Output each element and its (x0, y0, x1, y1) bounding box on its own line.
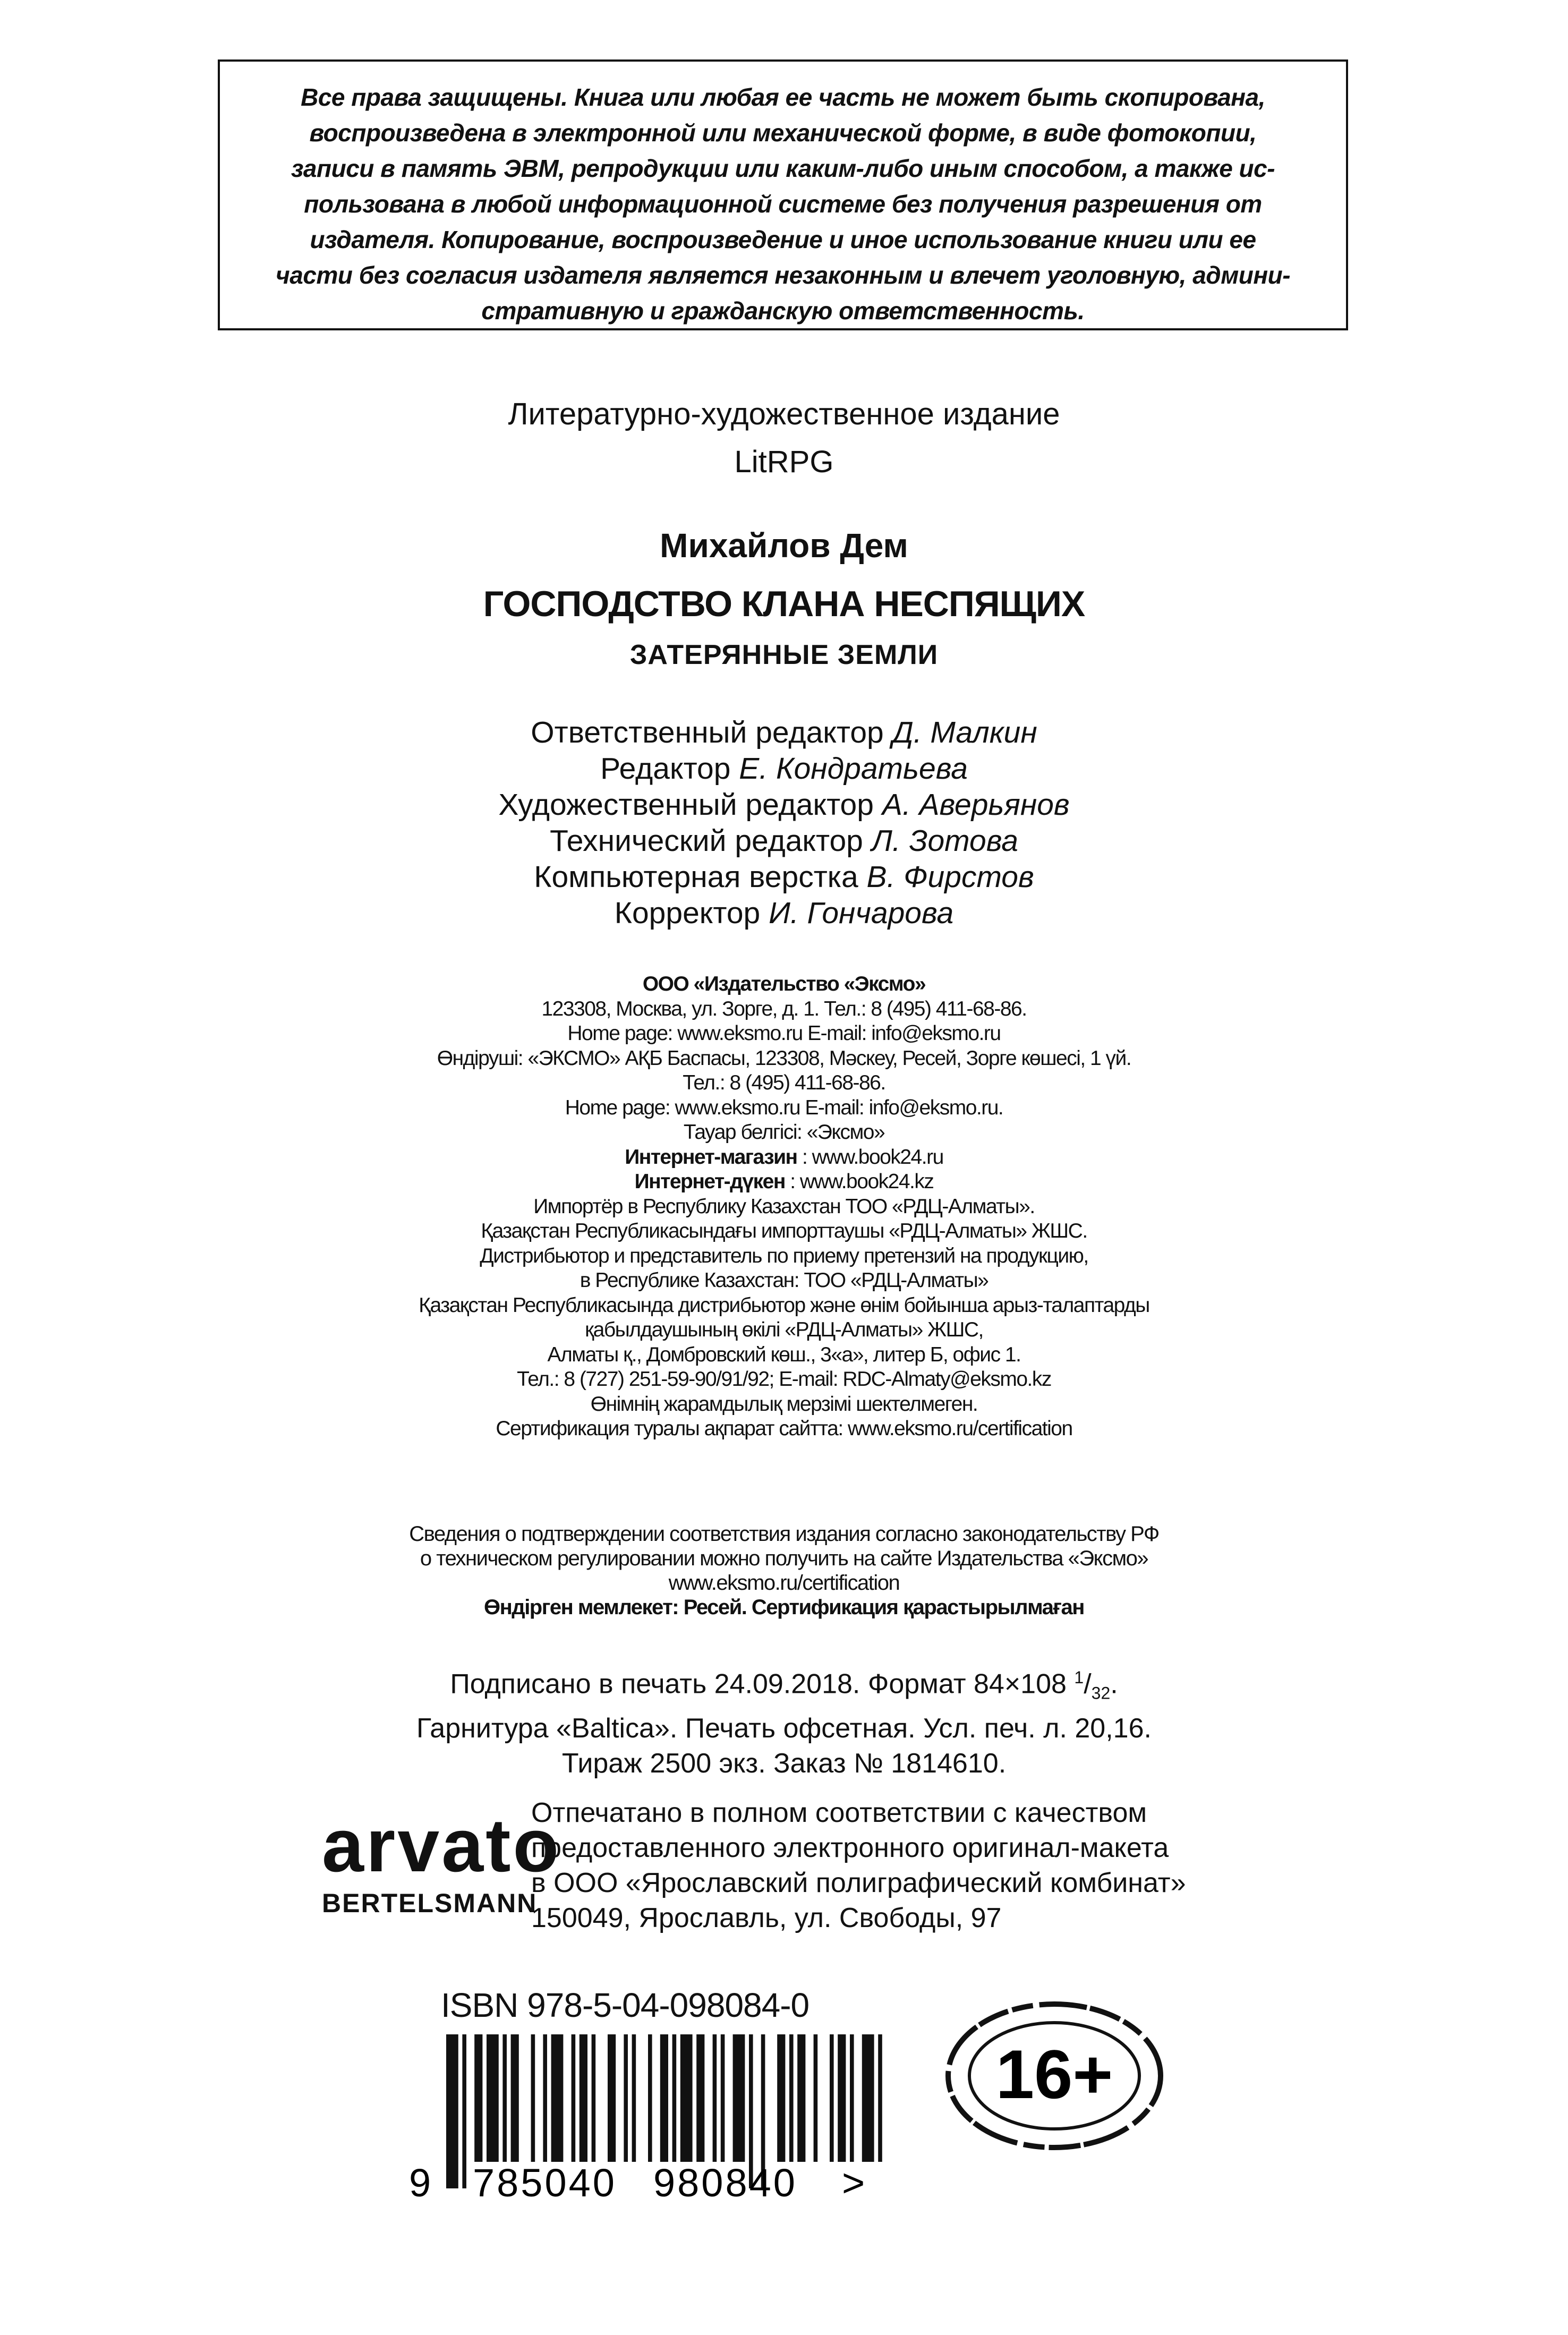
staff-row (0, 823, 1568, 859)
rights-line: воспроизведена в электронной или механической форме, в виде фотокопии, (309, 119, 1257, 147)
book-title: ГОСПОДСТВО КЛАНА НЕСПЯЩИХ (483, 584, 1085, 624)
printer-line: 150049, Ярославль, ул. Свободы, 97 (531, 1903, 1002, 1933)
barcode-bar (862, 2034, 874, 2162)
print-format-text: Подписано в печать 24.09.2018. Формат 84×108 (450, 1668, 1075, 1700)
publisher-block (0, 972, 1568, 1442)
staff-role: Ответственный редактор (531, 715, 884, 749)
shop-kz-url: : www.book24.kz (785, 1170, 934, 1193)
kz-line: в Республике Казахстан: ТОО «РДЦ-Алматы» (580, 1269, 988, 1292)
print-format-end: . (1110, 1668, 1118, 1700)
barcode-bar (502, 2034, 507, 2162)
barcode-right-digits: 980840 (653, 2161, 797, 2204)
barcode-bar (733, 2034, 745, 2162)
shop-line (0, 1145, 1568, 1170)
legal-line: о техническом регулировании можно получить на сайте Издательства «Эксмо» (420, 1547, 1148, 1570)
staff-role: Редактор (600, 752, 731, 786)
barcode-first-digit: 9 (409, 2161, 431, 2204)
barcode-bar (878, 2034, 882, 2162)
legal-line: Өндірген мемлекет: Ресей. Сертификация қарастырылмаған (484, 1596, 1084, 1619)
barcode-bar (543, 2034, 547, 2162)
shop-label: Интернет-магазин (625, 1145, 797, 1169)
print-line-3: Тираж 2500 экз. Заказ № 1814610. (561, 1748, 1007, 1779)
kz-line: қабылдаушының өкілі «РДЦ-Алматы» ЖШС, (585, 1318, 983, 1341)
rights-line: Все права защищены. Книга или любая ее часть не может быть скопирована, (301, 83, 1265, 111)
publisher-line: Тауар белгісі: «Эксмо» (683, 1121, 885, 1144)
barcode-bar (632, 2034, 636, 2162)
barcode-bar (551, 2034, 564, 2162)
publisher-name: ООО «Издательство «Эксмо» (642, 973, 926, 995)
rights-line: стративную и гражданскую ответственность. (481, 297, 1085, 325)
barcode-graphic (409, 2034, 887, 2204)
barcode-bar (680, 2034, 693, 2162)
format-denominator: 32 (1091, 1683, 1111, 1703)
publisher-line: 123308, Москва, ул. Зорге, д. 1. Тел.: 8 (495) 411-68-86. (541, 997, 1027, 1020)
publisher-line: Тел.: 8 (495) 411-68-86. (683, 1071, 885, 1094)
barcode-bar (814, 2034, 818, 2162)
printer-logo-word: arvato (322, 1803, 561, 1888)
kz-line: Өнімнің жарамдылық мерзімі шектелмеген. (590, 1392, 978, 1416)
barcode-bar (487, 2034, 499, 2162)
publisher-line: Home page: www.eksmo.ru E-mail: info@eksmo.ru. (565, 1096, 1003, 1119)
legal-line: www.eksmo.ru/certification (668, 1571, 900, 1595)
barcode-bar (474, 2034, 482, 2162)
kz-line: Қазақстан Республикасындағы импорттаушы «РДЦ-Алматы» ЖШС. (481, 1220, 1087, 1242)
barcode-bar (830, 2034, 834, 2162)
barcode-bar (789, 2034, 794, 2162)
rights-line: записи в память ЭВМ, репродукции или каким-либо иным способом, а также ис- (291, 155, 1275, 182)
printer-line: Отпечатано в полном соответствии с качеством (531, 1797, 1147, 1828)
format-numerator: 1 (1074, 1668, 1084, 1687)
barcode-left-digits: 785040 (473, 2161, 617, 2204)
staff-row (0, 714, 1568, 751)
barcode-bar (713, 2034, 717, 2162)
staff-role: Компьютерная верстка (534, 860, 858, 894)
rights-line: части без согласия издателя является незаконным и влечет уголовную, админи- (275, 261, 1291, 289)
staff-name: А. Аверьянов (882, 788, 1070, 822)
barcode-bar (511, 2034, 519, 2162)
barcode-bar (572, 2034, 576, 2162)
barcode-bar (777, 2034, 785, 2162)
staff-role: Художественный редактор (498, 788, 874, 822)
legal-line: Сведения о подтверждении соответствия издания согласно законодательству РФ (409, 1522, 1159, 1546)
barcode-bar (592, 2034, 596, 2162)
staff-name: Л. Зотова (871, 824, 1018, 858)
shop-kz-label: Интернет-дүкен (634, 1170, 785, 1193)
barcode-bar (850, 2034, 854, 2162)
kz-line: Тел.: 8 (727) 251-59-90/91/92; E-mail: RDC-Almaty@eksmo.kz (517, 1368, 1051, 1391)
kz-line: Сертификация туралы ақпарат сайтта: www.eksmo.ru/certification (496, 1417, 1072, 1440)
kz-line: Қазақстан Республикасында дистрибьютор және өнім бойынша арыз-талаптарды (419, 1293, 1149, 1317)
barcode-bar (696, 2034, 704, 2162)
staff-name: В. Фирстов (866, 860, 1034, 894)
printer-line: в ООО «Ярославский полиграфический комбинат» (531, 1868, 1186, 1898)
isbn-label: ISBN 978-5-04-098084-0 (441, 1986, 809, 2024)
edition-info (0, 390, 1568, 486)
publisher-line: Өндіруші: «ЭКСМО» АҚБ Баспасы, 123308, Мәскеу, Ресей, Зорге көшесі, 1 үй. (437, 1046, 1131, 1070)
rights-notice-box (218, 59, 1348, 330)
age-rating-text: 16+ (995, 2035, 1113, 2113)
staff-name: Е. Кондратьева (739, 752, 968, 786)
barcode-bar (462, 2034, 466, 2188)
staff-row (0, 859, 1568, 895)
shop-url: : www.book24.ru (797, 1145, 943, 1169)
barcode-bar (446, 2034, 458, 2188)
kz-line: Дистрибьютор и представитель по приему претензий на продукцию, (480, 1244, 1088, 1267)
barcode-bar (672, 2034, 677, 2162)
barcode-arrow: > (842, 2161, 865, 2204)
genre-label: LitRPG (734, 445, 834, 479)
barcode-bar (797, 2034, 805, 2162)
shop-kz-line (0, 1170, 1568, 1195)
edition-type: Литературно-художественное издание (508, 397, 1060, 431)
staff-name: И. Гончарова (769, 896, 954, 930)
barcode-bar (660, 2034, 668, 2162)
printer-line: предоставленного электронного оригинал-макета (531, 1833, 1169, 1863)
book-subtitle: ЗАТЕРЯННЫЕ ЗЕМЛИ (629, 640, 939, 670)
staff-row (0, 787, 1568, 823)
print-line-1: Подписано в печать 24.09.2018. Формат 84×108 $^1/_{32}$. (450, 1668, 1118, 1703)
barcode-bar (838, 2034, 846, 2162)
barcode-bar (580, 2034, 587, 2162)
printer-info (531, 1795, 1186, 1936)
printer-logo (322, 1803, 561, 1919)
print-info-block (0, 1660, 1568, 1781)
certification-block (0, 1522, 1568, 1620)
barcode-bar (608, 2034, 616, 2162)
rights-line: издателя. Копирование, воспроизведение и иное использование книги или ее (310, 226, 1256, 253)
staff-row (0, 751, 1568, 787)
age-rating-badge (940, 1996, 1169, 2155)
staff-row (0, 895, 1568, 931)
barcode-bar (531, 2034, 535, 2162)
print-line-2: Гарнитура «Baltica». Печать офсетная. Усл. печ. л. 20,16. (416, 1712, 1152, 1744)
author-name: Михайлов Дем (660, 526, 908, 565)
kz-line: Импортёр в Республику Казахстан ТОО «РДЦ-Алматы». (533, 1195, 1035, 1218)
staff-list (0, 714, 1568, 931)
staff-name: Д. Малкин (892, 715, 1037, 749)
publisher-line: Home page: www.eksmo.ru E-mail: info@eksmo.ru (567, 1022, 1001, 1045)
barcode-bar (624, 2034, 628, 2162)
barcode-bar (648, 2034, 652, 2162)
staff-role: Технический редактор (550, 824, 863, 858)
staff-role: Корректор (614, 896, 761, 930)
kz-line: Алматы қ., Домбровский көш., 3«а», литер Б, офис 1. (547, 1343, 1021, 1366)
rights-line: пользована в любой информационной системе без получения разрешения от (304, 190, 1262, 218)
barcode-bar (721, 2034, 725, 2162)
printer-logo-sub: BERTELSMANN (322, 1888, 538, 1918)
